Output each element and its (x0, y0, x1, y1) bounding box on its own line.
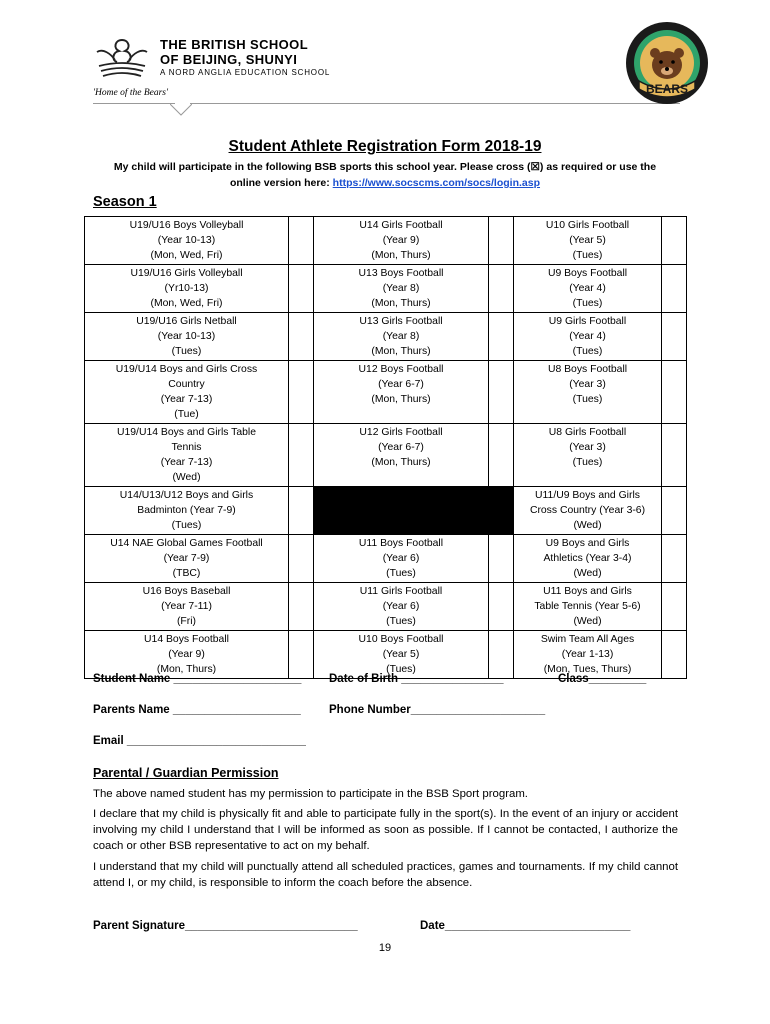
sport-cell-line: U14 NAE Global Games Football (110, 538, 263, 549)
registration-checkbox[interactable] (289, 535, 314, 583)
sport-cell-line: U12 Girls Football (359, 427, 443, 438)
sport-cell-line: (Wed) (573, 520, 602, 531)
sport-cell (85, 217, 289, 265)
sport-cell (514, 631, 662, 679)
sport-cell-line: (Year 10-13) (157, 331, 216, 342)
sport-cell-line: U19/U14 Boys and Girls Cross (115, 364, 258, 375)
sport-cell-line: (Tues) (572, 298, 603, 309)
email-field[interactable]: Email ____________________________ (93, 735, 306, 747)
season-heading: Season 1 (93, 194, 157, 210)
sport-cell (514, 361, 662, 424)
sport-cell (314, 217, 489, 265)
sport-cell-line: (Year 10-13) (157, 235, 216, 246)
sport-cell (85, 583, 289, 631)
instructions-line1: My child will participate in the following BSB sports this school year. Please cross (☒) as required or use the (113, 161, 657, 173)
sport-cell-line: (Tues) (572, 394, 603, 405)
sport-cell-line: (Tues) (386, 616, 416, 627)
sport-cell-line: U8 Girls Football (548, 427, 627, 438)
sport-cell-line: (Tues) (572, 346, 603, 357)
date-of-birth-field[interactable]: Date of Birth ________________ (329, 673, 504, 685)
sport-cell (85, 424, 289, 487)
sport-cell (514, 313, 662, 361)
sport-cell-line: U13 Girls Football (359, 316, 443, 327)
sport-cell-line: (Mon, Wed, Fri) (150, 250, 223, 261)
registration-checkbox[interactable] (662, 361, 687, 424)
sport-cell-line: Table Tennis (Year 5-6) (534, 601, 641, 612)
sport-cell (314, 265, 489, 313)
sport-cell-line: (Tues) (572, 457, 603, 468)
registration-checkbox[interactable] (489, 217, 514, 265)
sport-cell (514, 424, 662, 487)
sport-cell-line: (Year 9) (382, 235, 420, 246)
sport-cell-line: (Mon, Thurs) (371, 457, 431, 468)
registration-checkbox[interactable] (289, 424, 314, 487)
sport-cell-line: Cross Country (Year 3-6) (529, 505, 646, 516)
registration-checkbox[interactable] (489, 583, 514, 631)
sport-cell-line: (Tue) (174, 409, 199, 420)
school-name-line3: A NORD ANGLIA EDUCATION SCHOOL (160, 68, 331, 77)
sport-cell-line: (Year 8) (382, 283, 420, 294)
sport-cell-line: U10 Boys Football (358, 634, 444, 645)
sport-cell (314, 313, 489, 361)
form-instructions (80, 159, 690, 191)
registration-checkbox[interactable] (662, 487, 687, 535)
sport-cell (314, 535, 489, 583)
registration-checkbox[interactable] (662, 265, 687, 313)
sport-cell-line: Swim Team All Ages (540, 634, 635, 645)
sport-cell (314, 361, 489, 424)
sport-cell-line: U19/U16 Boys Volleyball (129, 220, 244, 231)
sport-cell-line: (Year 7-9) (163, 553, 210, 564)
instructions-line2: online version here: (229, 177, 333, 189)
sport-cell-line: Badminton (Year 7-9) (137, 505, 236, 516)
parents-name-field[interactable]: Parents Name ____________________ (93, 704, 301, 716)
sport-cell-line: U11/U9 Boys and Girls (535, 490, 640, 501)
form-title: Student Athlete Registration Form 2018-19 (228, 138, 542, 155)
sport-cell-line: (Year 7-13) (160, 457, 213, 468)
registration-checkbox[interactable] (289, 631, 314, 679)
registration-checkbox[interactable] (289, 313, 314, 361)
sport-cell-line: (Year 6) (382, 601, 420, 612)
online-registration-link[interactable]: https://www.socscms.com/socs/login.asp (332, 177, 541, 189)
sport-cell-line: U9 Boys and Girls (545, 538, 630, 549)
sport-cell-line: (Mon, Thurs) (371, 346, 431, 357)
permission-paragraph-3: I understand that my child will punctually attend all scheduled practices, games and tournaments. If my child cannot attend I, or my child, is responsible to inform the coach before the absence. (93, 861, 678, 889)
sport-cell (514, 487, 662, 535)
parent-signature-field[interactable]: Parent Signature___________________________ (93, 920, 358, 932)
registration-checkbox[interactable] (289, 487, 314, 535)
sport-cell-line: Tennis (171, 442, 202, 453)
registration-checkbox[interactable] (662, 424, 687, 487)
registration-checkbox[interactable] (289, 583, 314, 631)
school-crest-logo (93, 36, 151, 80)
sport-cell-line: Country (168, 379, 205, 390)
sport-cell-line: (Mon, Tues, Thurs) (543, 664, 632, 675)
sport-cell-line: (Wed) (573, 568, 602, 579)
table-row (85, 265, 687, 313)
sport-cell-line: (Year 7-11) (161, 601, 212, 612)
table-row (85, 217, 687, 265)
sport-cell-line: U14 Girls Football (359, 220, 443, 231)
sport-cell (314, 631, 489, 679)
bears-badge-logo (625, 21, 709, 105)
registration-checkbox[interactable] (662, 583, 687, 631)
sport-cell-line: (Fri) (176, 616, 197, 627)
sport-cell (314, 424, 489, 487)
registration-checkbox[interactable] (289, 361, 314, 424)
sport-cell (85, 487, 289, 535)
sport-cell-line: (Year 4) (569, 331, 606, 342)
sport-cell-line: (Year 8) (382, 331, 420, 342)
sport-cell-line: (Tues) (171, 346, 202, 357)
sport-cell (514, 265, 662, 313)
sport-cell (514, 583, 662, 631)
phone-number-field[interactable]: Phone Number_____________________ (329, 704, 546, 716)
registration-checkbox[interactable] (489, 424, 514, 487)
sport-cell-line: (Tues) (386, 664, 416, 675)
header-divider-left (93, 103, 175, 104)
sport-cell (85, 535, 289, 583)
registration-checkbox[interactable] (662, 631, 687, 679)
sport-cell-line: U11 Girls Football (359, 586, 443, 597)
table-row (85, 424, 687, 487)
sport-cell (514, 535, 662, 583)
permission-heading: Parental / Guardian Permission (93, 766, 279, 780)
sport-cell-line: (Year 3) (569, 442, 606, 453)
table-row (85, 535, 687, 583)
page-number: 19 (378, 942, 392, 954)
registration-checkbox[interactable] (662, 313, 687, 361)
table-row (85, 583, 687, 631)
header-divider-chevron (170, 103, 192, 117)
sport-cell-line: U19/U16 Girls Netball (136, 316, 237, 327)
sport-cell-line: (Year 1-13) (561, 649, 614, 660)
student-name-field[interactable]: Student Name ____________________ (93, 673, 302, 685)
sport-cell-line: U11 Boys Football (358, 538, 444, 549)
sport-cell-line: U13 Boys Football (358, 268, 444, 279)
sport-cell-line: U9 Boys Football (547, 268, 628, 279)
sport-cell-line: (Mon, Thurs) (371, 250, 431, 261)
sport-cell (314, 583, 489, 631)
sport-cell-line: (Year 6) (382, 553, 420, 564)
sport-cell (85, 313, 289, 361)
sport-cell-line: U10 Girls Football (545, 220, 630, 231)
sport-cell-line: U19/U14 Boys and Girls Table (117, 427, 256, 438)
table-row (85, 361, 687, 424)
table-row (85, 487, 687, 535)
sport-cell-line: (Tues) (171, 520, 202, 531)
sport-cell-line: (Tues) (386, 568, 416, 579)
registration-checkbox[interactable] (289, 217, 314, 265)
registration-checkbox[interactable] (662, 217, 687, 265)
sport-cell-line: (Year 5) (382, 649, 420, 660)
registration-checkbox[interactable] (489, 535, 514, 583)
permission-paragraph-2: I declare that my child is physically fit and able to participate fully in the sport(s). In the event of an injury or accident involving my child I understand that I will be informed as soon as possible. If I cannot be contacted, I authorize the coach or other BSB representative to act on my behalf. (93, 808, 678, 852)
sports-table (84, 216, 687, 679)
registration-checkbox[interactable] (489, 265, 514, 313)
sport-cell-line: Athletics (Year 3-4) (543, 553, 632, 564)
school-tagline: 'Home of the Bears' (93, 88, 169, 98)
sport-cell-line: (Year 4) (569, 283, 606, 294)
registration-checkbox[interactable] (662, 535, 687, 583)
sport-cell-line: (Mon, Thurs) (156, 664, 217, 675)
header-divider-right (190, 103, 680, 104)
registration-checkbox[interactable] (489, 361, 514, 424)
sport-cell-line: (Wed) (573, 616, 602, 627)
sport-cell-line: U8 Boys Football (547, 364, 628, 375)
school-name-line1: THE BRITISH SCHOOL (160, 37, 309, 52)
sport-cell-line: (Year 5) (569, 235, 606, 246)
sport-cell-line: (Wed) (172, 472, 201, 483)
sport-cell-line: (Mon, Thurs) (371, 394, 431, 405)
school-name (160, 38, 330, 77)
sport-cell (514, 217, 662, 265)
sport-cell (85, 265, 289, 313)
table-row (85, 313, 687, 361)
sport-cell-line: U14 Boys Football (144, 634, 229, 645)
sport-cell-line: (Year 9) (168, 649, 205, 660)
sport-cell-line: (Year 7-13) (160, 394, 213, 405)
sport-cell (85, 631, 289, 679)
registration-checkbox[interactable] (289, 265, 314, 313)
sport-cell-line: U9 Girls Football (548, 316, 627, 327)
sport-cell-line: (TBC) (172, 568, 201, 579)
sport-cell-line: (Year 3) (569, 379, 606, 390)
badge-text: BEARS (645, 82, 689, 96)
school-name-line2: OF BEIJING, SHUNYI (160, 52, 298, 67)
sport-cell-line: U12 Boys Football (358, 364, 444, 375)
class-field[interactable]: Class_________ (558, 673, 647, 685)
sport-cell-line: (Mon, Wed, Fri) (150, 298, 223, 309)
sport-cell-line: U16 Boys Baseball (142, 586, 231, 597)
sport-cell-line: (Year 6-7) (378, 442, 424, 453)
permission-paragraph-1: The above named student has my permission to participate in the BSB Sport program. (93, 788, 528, 800)
blacked-out-cell (314, 487, 514, 535)
signature-date-field[interactable]: Date_____________________________ (420, 920, 631, 932)
sport-cell-line: (Tues) (572, 250, 603, 261)
sport-cell-line: U19/U16 Girls Volleyball (130, 268, 243, 279)
table-row (85, 631, 687, 679)
registration-checkbox[interactable] (489, 631, 514, 679)
sport-cell-line: (Yr10-13) (164, 283, 209, 294)
sport-cell-line: (Year 6-7) (378, 379, 424, 390)
registration-checkbox[interactable] (489, 313, 514, 361)
sport-cell-line: (Mon, Thurs) (371, 298, 431, 309)
sport-cell (85, 361, 289, 424)
sport-cell-line: U14/U13/U12 Boys and Girls (119, 490, 254, 501)
sport-cell-line: U11 Boys and Girls (543, 586, 632, 597)
